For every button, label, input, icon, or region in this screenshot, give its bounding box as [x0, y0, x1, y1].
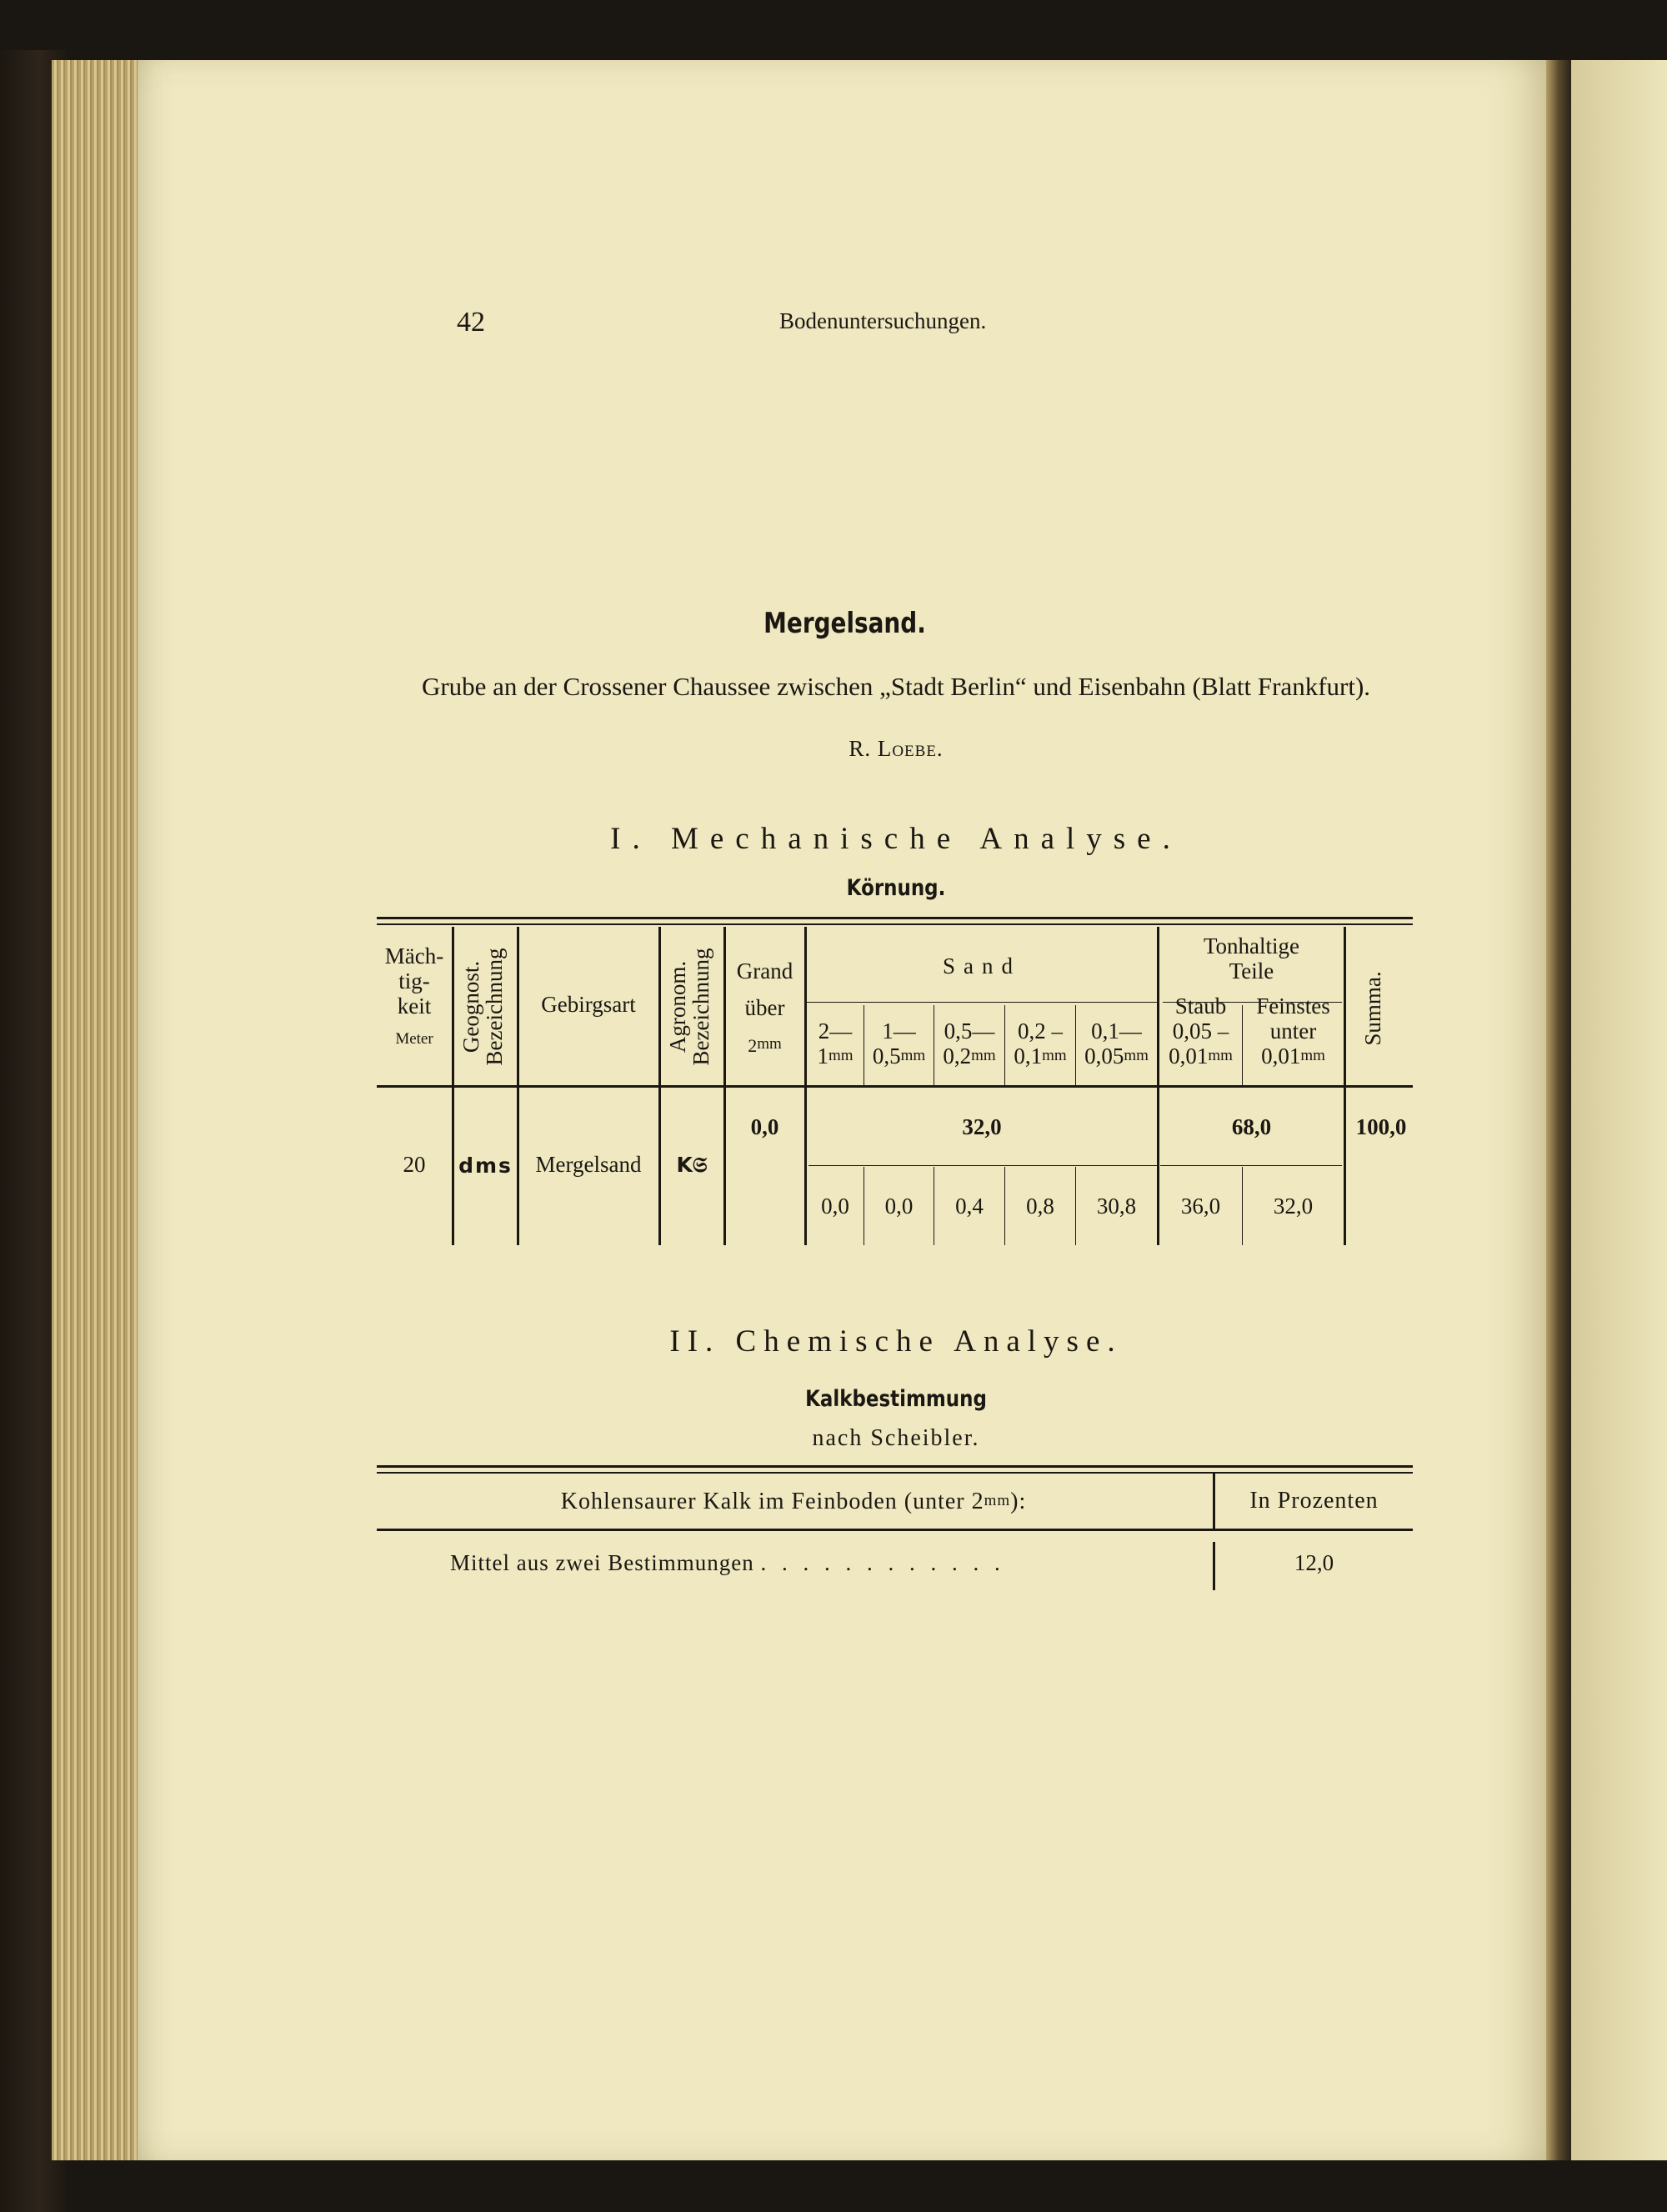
cell-sand-value: 0,8	[1026, 1194, 1054, 1219]
cell-sum: 100,0	[1355, 1114, 1407, 1139]
header-geognost: Geognost. Bezeichnung	[458, 948, 507, 1066]
facing-page	[1571, 60, 1667, 2160]
cell-clay-total: 68,0	[1231, 1114, 1272, 1139]
table-header-rule	[377, 1085, 1413, 1088]
header-sum: Summa.	[1360, 971, 1385, 1046]
chem-table-top-rule-thin	[377, 1472, 1413, 1474]
sand-body-rule	[808, 1165, 1157, 1166]
book-gutter	[1546, 60, 1571, 2160]
cell-sand-value: 0,0	[821, 1194, 849, 1219]
table-top-rule-thin	[377, 923, 1413, 925]
header-dust: Staub 0,05 – 0,01mm	[1169, 993, 1233, 1068]
header-sand-fraction-3: 0,5— 0,2mm	[943, 1018, 996, 1068]
col-divider	[658, 927, 661, 1245]
cell-grand: 0,0	[750, 1114, 779, 1139]
page-edges	[52, 60, 143, 2160]
cell-sand-value: 30,8	[1096, 1194, 1137, 1219]
chem-table-top-rule	[377, 1465, 1413, 1468]
chem-header-left: Kohlensaurer Kalk im Feinboden (unter 2mm):	[560, 1489, 1027, 1514]
header-sand-fraction-5: 0,1— 0,05mm	[1084, 1018, 1149, 1068]
header-agronom: Agronom. Bezeichnung	[665, 948, 713, 1066]
chem-header-right: In Prozenten	[1249, 1488, 1379, 1514]
cell-sand-total: 32,0	[962, 1114, 1002, 1139]
header-sand-fraction-2: 1— 0,5mm	[872, 1018, 926, 1068]
sand-subheader-rule	[807, 1002, 1157, 1003]
grain-size-subheading: Körnung.	[846, 875, 946, 901]
mechanical-analysis-heading: I. Mechanische Analyse.	[610, 822, 1182, 856]
lime-determination-subheading: Kalkbestimmung	[805, 1386, 987, 1412]
cell-clay-value: 32,0	[1273, 1194, 1314, 1219]
header-thickness: Mäch- tig- keit Meter	[377, 943, 452, 1052]
cell-thickness: 20	[403, 1152, 426, 1177]
section-title: Mergelsand.	[763, 607, 926, 640]
header-grand: Grand über 2mm	[736, 958, 793, 1056]
cell-geognost: dms	[458, 1154, 513, 1178]
header-sand: Sand	[943, 953, 1021, 978]
table-top-rule	[377, 917, 1413, 919]
header-finest: Feinstes unter 0,01mm	[1256, 993, 1330, 1068]
chem-row-label: Mittel aus zwei Bestimmungen . . . . . . . . . . . .	[450, 1550, 1005, 1575]
cell-sand-value: 0,0	[884, 1194, 914, 1219]
cell-clay-value: 36,0	[1180, 1194, 1221, 1219]
col-divider	[452, 927, 454, 1245]
header-thickness-unit: Meter	[395, 1030, 433, 1048]
lime-determination-method: nach Scheibler.	[812, 1425, 980, 1451]
col-divider	[517, 927, 519, 1245]
header-sand-fraction-1: 2— 1mm	[817, 1018, 854, 1068]
clay-body-rule	[1160, 1165, 1342, 1166]
col-divider	[1344, 927, 1346, 1245]
header-clay: Tonhaltige Teile	[1203, 933, 1300, 983]
running-head: Bodenuntersuchungen.	[779, 308, 987, 333]
header-rock-type: Gebirgsart	[541, 992, 636, 1017]
cell-rock-type: Mergelsand	[535, 1152, 642, 1177]
header-sand-fraction-4: 0,2 – 0,1mm	[1014, 1018, 1067, 1068]
chemical-analysis-heading: II. Chemische Analyse.	[669, 1324, 1123, 1359]
author: R. Loebe.	[849, 736, 944, 761]
chem-row-value: 12,0	[1294, 1550, 1334, 1575]
book-page	[138, 60, 1550, 2160]
section-subtitle: Grube an der Crossener Chaussee zwischen „Stadt Berlin“ und Eisenbahn (Blatt Frankfurt).	[421, 672, 1371, 701]
cell-agronom: K𝔖	[676, 1153, 708, 1177]
cell-sand-value: 0,4	[955, 1194, 984, 1219]
page-number: 42	[457, 307, 485, 338]
chem-table-header-rule	[377, 1529, 1413, 1531]
